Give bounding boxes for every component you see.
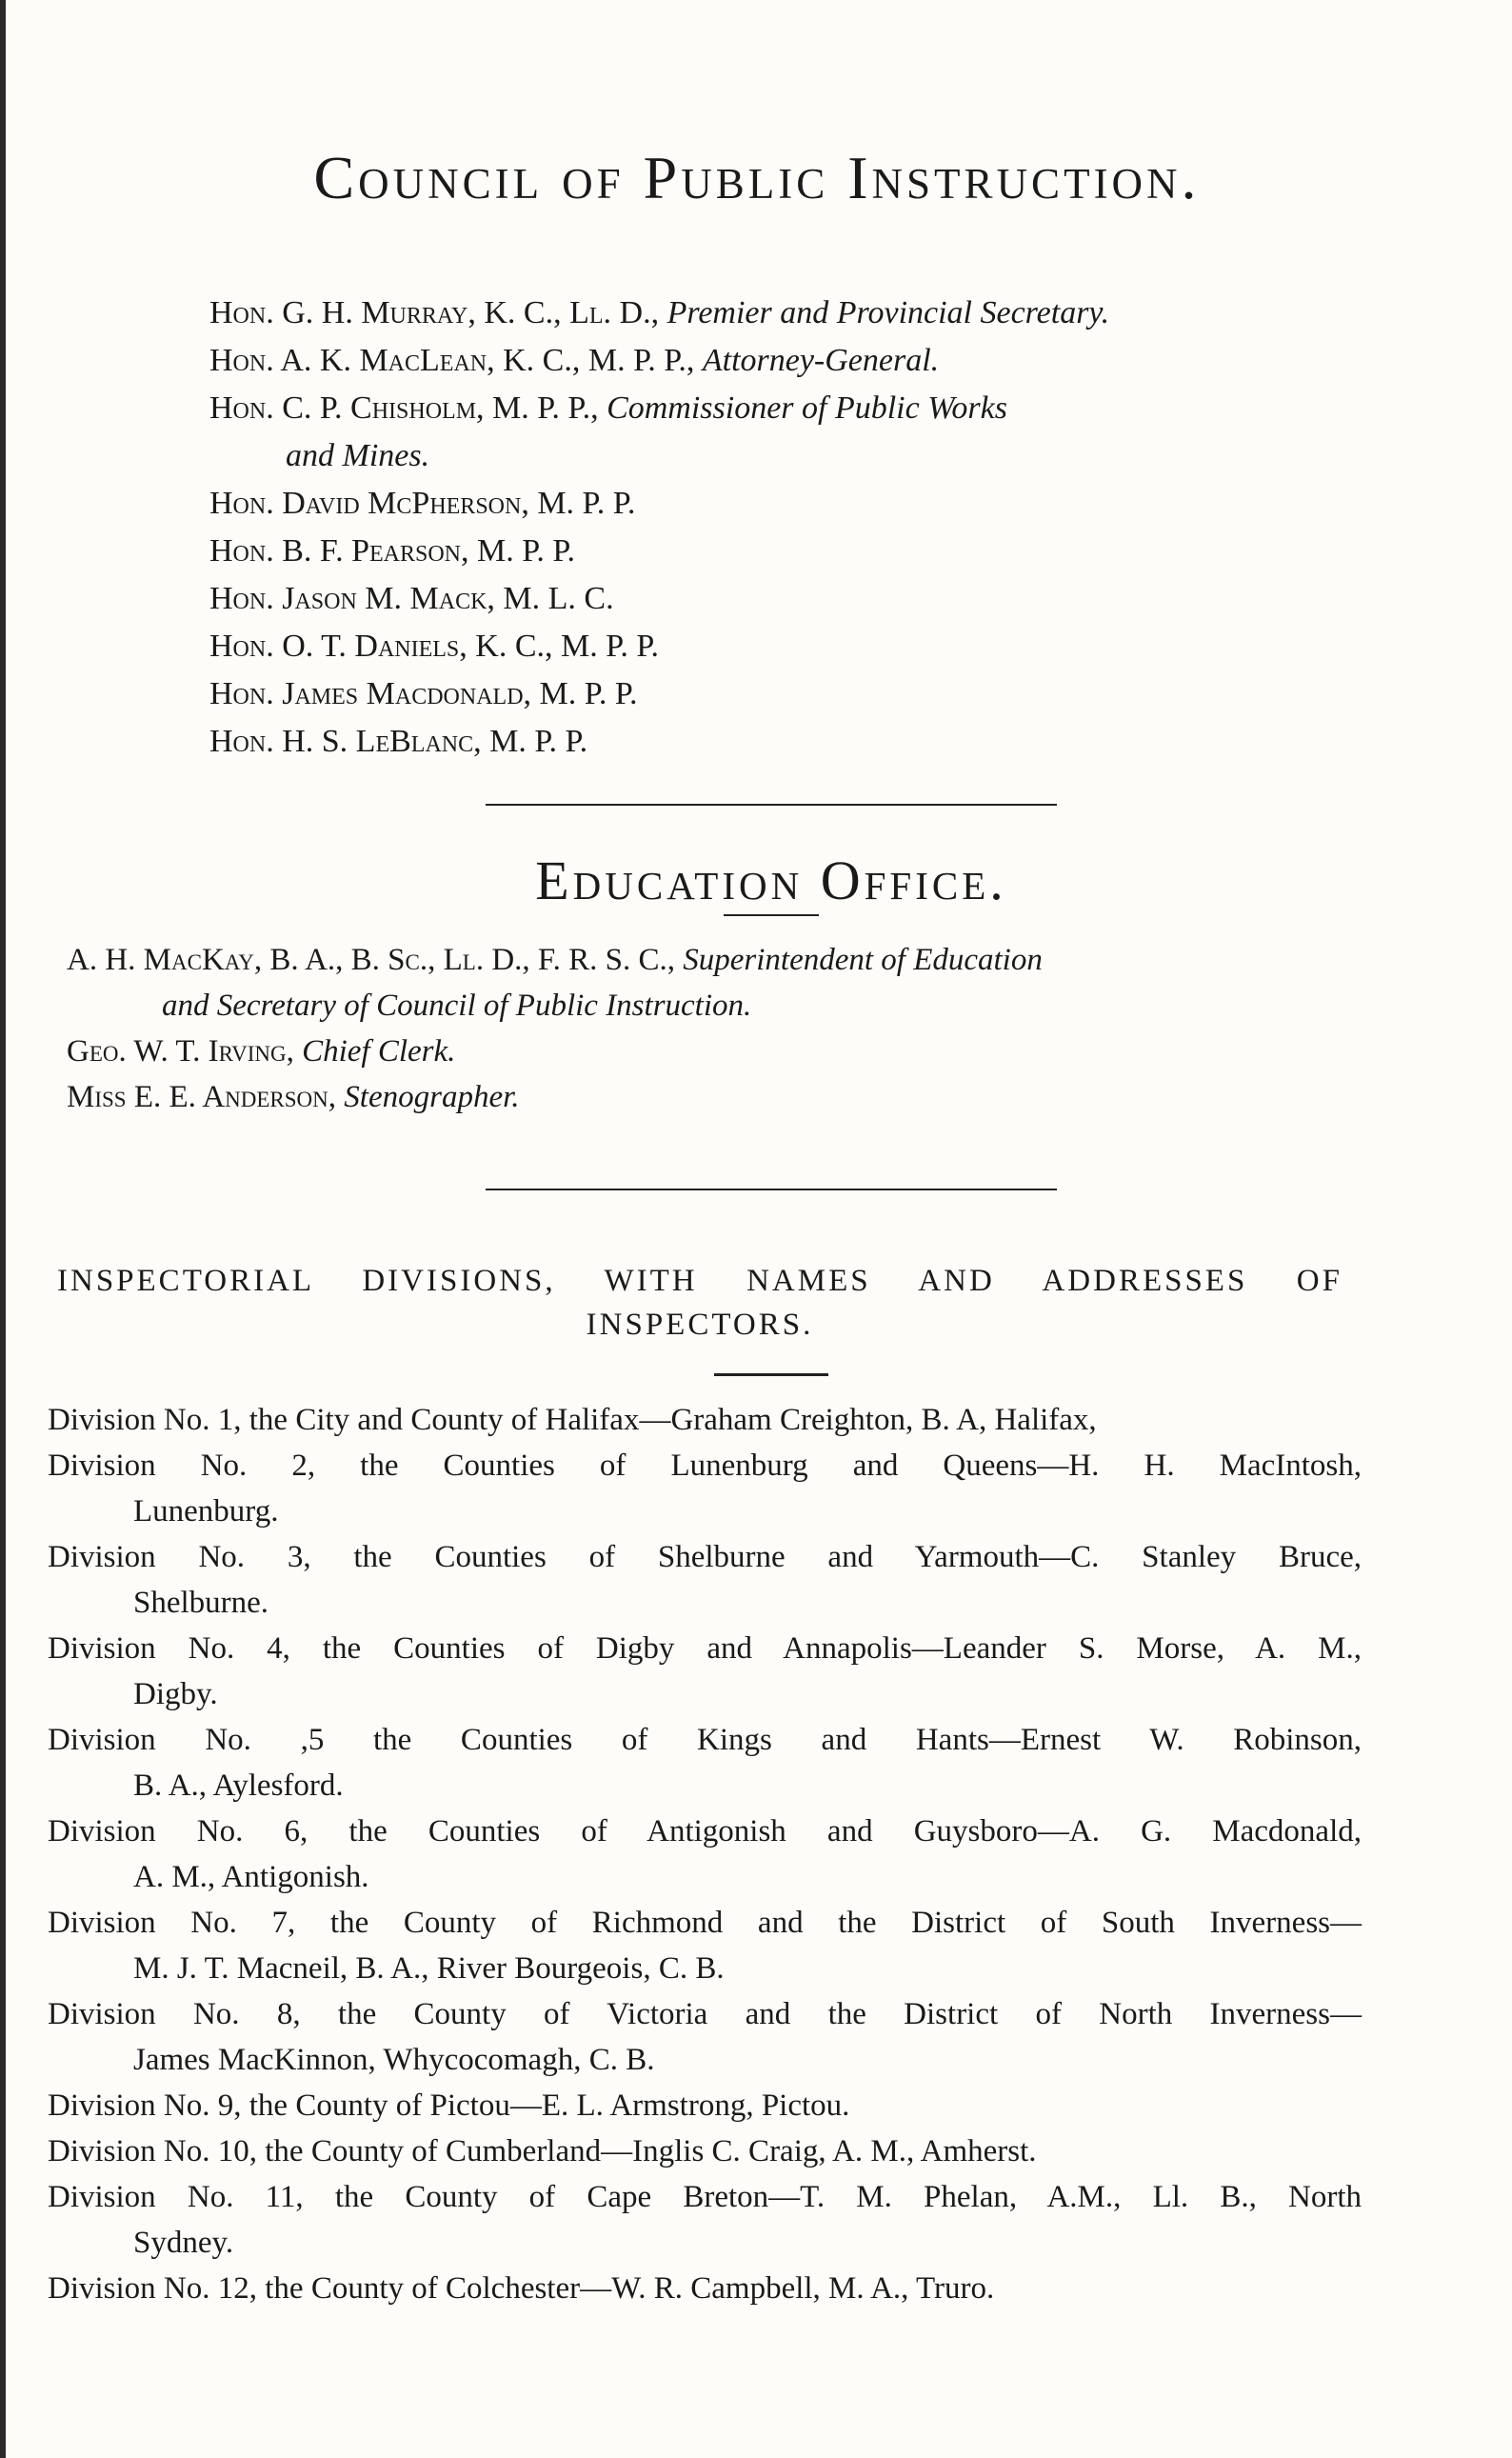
council-member bbox=[209, 623, 1352, 670]
page-edge bbox=[0, 0, 6, 2458]
page-content bbox=[48, 143, 1362, 2311]
staff-role-cont: and Secretary of Council of Public Instruction. bbox=[162, 989, 752, 1023]
staff-role: Chief Clerk. bbox=[302, 1034, 456, 1069]
division-text: Division No. 6, the Counties of Antigonish and Guysboro—A. G. Macdonald, bbox=[48, 1814, 1362, 1848]
member-role: Premier and Provincial Secretary. bbox=[666, 295, 1110, 330]
member-role-cont: and Mines. bbox=[286, 438, 430, 473]
division-text: Division No. 2, the Counties of Lunenburg and Queens—H. H. MacIntosh, bbox=[48, 1449, 1362, 1483]
division-text-continued: Sydney. bbox=[133, 2226, 234, 2260]
member-name: Hon. A. K. MacLean, K. C., M. P. P., bbox=[209, 343, 703, 378]
staff-role: Stenographer. bbox=[344, 1080, 520, 1114]
member-name: Hon. David McPherson, M. P. P. bbox=[209, 486, 636, 521]
council-title: Council of Public Instruction. bbox=[313, 144, 1201, 211]
staff-entry bbox=[67, 937, 1352, 983]
staff-name: Geo. W. T. Irving, bbox=[67, 1034, 303, 1069]
education-office-title: Education Office. bbox=[535, 849, 1007, 911]
division-text: Division No. ,5 the Counties of Kings and Hants—Ernest W. Robinson, bbox=[48, 1723, 1362, 1757]
council-member bbox=[209, 575, 1352, 623]
inspectorial-title: INSPECTORIAL DIVISIONS, WITH NAMES AND ADDRESSES OF bbox=[57, 1264, 1343, 1298]
division-entry bbox=[48, 1626, 1362, 1717]
division-text: Division No. 4, the Counties of Digby and Annapolis—Leander S. Morse, A. M., bbox=[48, 1631, 1362, 1666]
division-entry bbox=[48, 1443, 1362, 1534]
division-text-continued: Shelburne. bbox=[133, 1586, 269, 1620]
member-role: Attorney-General. bbox=[702, 343, 940, 378]
division-entry bbox=[48, 1397, 1362, 1443]
short-divider bbox=[714, 1373, 828, 1376]
member-name: Hon. James Macdonald, M. P. P. bbox=[209, 676, 638, 711]
member-name: Hon. G. H. Murray, K. C., Ll. D., bbox=[209, 295, 667, 330]
division-entry bbox=[48, 1900, 1362, 1991]
division-text: Division No. 11, the County of Cape Breton—T. M. Phelan, A.M., Ll. B., North bbox=[48, 2180, 1362, 2214]
staff-entry bbox=[67, 1029, 1352, 1074]
division-text: Division No. 9, the County of Pictou—E. L. Armstrong, Pictou. bbox=[48, 2088, 850, 2123]
division-text: Division No. 10, the County of Cumberland—Inglis C. Craig, A. M., Amherst. bbox=[48, 2134, 1037, 2168]
division-text-continued: A. M., Antigonish. bbox=[133, 1860, 369, 1894]
division-entry bbox=[48, 1991, 1362, 2083]
member-name: Hon. C. P. Chisholm, M. P. P., bbox=[209, 390, 607, 426]
division-entry bbox=[48, 2128, 1362, 2174]
staff-role: Superintendent of Education bbox=[683, 943, 1043, 977]
division-text-continued: M. J. T. Macneil, B. A., River Bourgeois, C. B. bbox=[133, 1951, 725, 1986]
division-text: Division No. 7, the County of Richmond and the District of South Inverness— bbox=[48, 1906, 1362, 1940]
member-name: Hon. H. S. LeBlanc, M. P. P. bbox=[209, 724, 588, 759]
council-member bbox=[209, 290, 1352, 337]
division-entry bbox=[48, 1534, 1362, 1626]
staff-name: A. H. MacKay, B. A., B. Sc., Ll. D., F. R. S. C., bbox=[67, 943, 684, 977]
division-entry bbox=[48, 2174, 1362, 2266]
council-member bbox=[209, 385, 1352, 432]
council-member bbox=[209, 718, 1352, 766]
council-member bbox=[209, 528, 1352, 575]
staff-entry bbox=[67, 1074, 1352, 1120]
council-member bbox=[209, 670, 1352, 718]
division-text-continued: B. A., Aylesford. bbox=[133, 1769, 344, 1803]
division-text-continued: James MacKinnon, Whycocomagh, C. B. bbox=[133, 2043, 655, 2077]
education-staff-list bbox=[67, 937, 1352, 1120]
division-entry bbox=[48, 2266, 1362, 2311]
division-entry bbox=[48, 2083, 1362, 2128]
division-text: Division No. 12, the County of Colchester—W. R. Campbell, M. A., Truro. bbox=[48, 2271, 995, 2306]
division-text: Division No. 3, the Counties of Shelburne and Yarmouth—C. Stanley Bruce, bbox=[48, 1540, 1362, 1574]
section-divider bbox=[486, 1189, 1057, 1190]
title-underline bbox=[724, 914, 819, 916]
inspectorial-title-line2: INSPECTORS. bbox=[586, 1308, 814, 1342]
council-member bbox=[209, 480, 1352, 528]
division-text-continued: Digby. bbox=[133, 1677, 218, 1711]
staff-role-continued bbox=[67, 983, 1352, 1029]
member-role: Commissioner of Public Works bbox=[607, 390, 1007, 426]
staff-name: Miss E. E. Anderson, bbox=[67, 1080, 345, 1114]
member-name: Hon. Jason M. Mack, M. L. C. bbox=[209, 581, 614, 616]
divisions-list bbox=[48, 1397, 1362, 2311]
member-role-continued bbox=[209, 432, 1352, 480]
division-entry bbox=[48, 1809, 1362, 1900]
section-divider bbox=[486, 804, 1057, 806]
member-name: Hon. O. T. Daniels, K. C., M. P. P. bbox=[209, 629, 660, 664]
member-name: Hon. B. F. Pearson, M. P. P. bbox=[209, 533, 576, 569]
division-entry bbox=[48, 1717, 1362, 1809]
division-text: Division No. 8, the County of Victoria and the District of North Inverness— bbox=[48, 1997, 1362, 2031]
division-text: Division No. 1, the City and County of Halifax—Graham Creighton, B. A, Halifax, bbox=[48, 1403, 1097, 1437]
council-member bbox=[209, 337, 1352, 385]
division-text-continued: Lunenburg. bbox=[133, 1494, 279, 1529]
council-members-list bbox=[190, 290, 1352, 766]
